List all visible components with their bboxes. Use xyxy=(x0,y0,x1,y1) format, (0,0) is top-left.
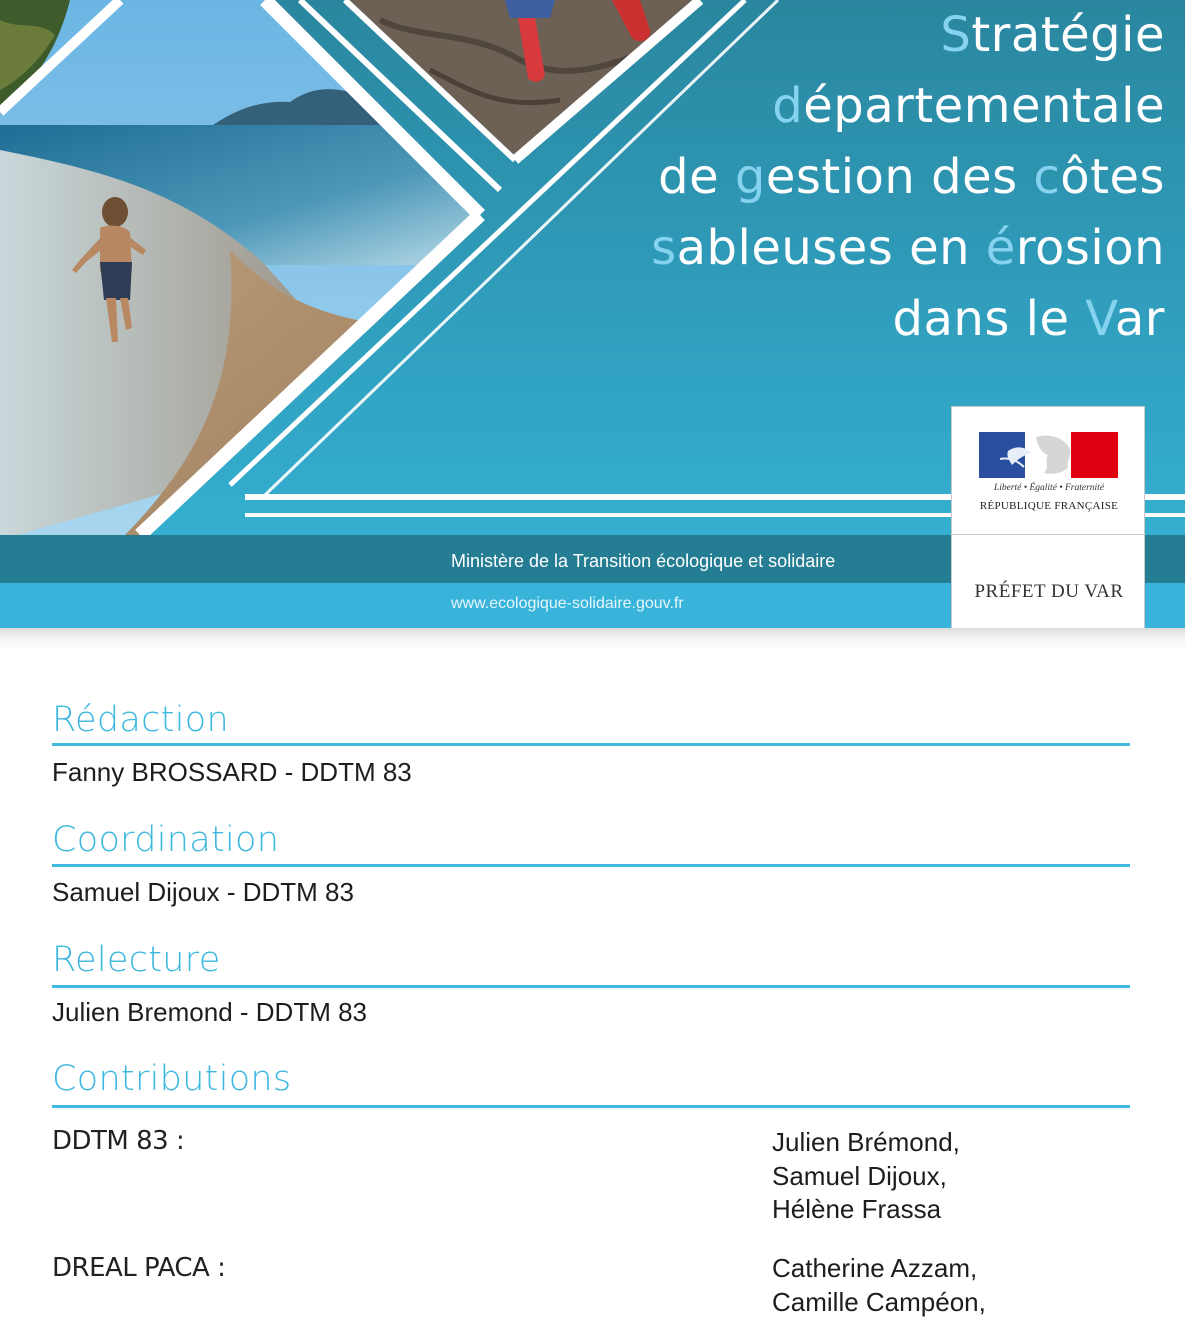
contributor-name: Julien Brémond, xyxy=(772,1127,960,1157)
ministry-website-link[interactable]: www.ecologique-solidaire.gouv.fr xyxy=(451,595,684,612)
prefet-block xyxy=(951,535,1145,628)
contributor-name: Camille Campéon, xyxy=(772,1286,986,1317)
relecture-title: Relecture xyxy=(52,940,221,980)
marianne-motto: Liberté • Égalité • Fraternité xyxy=(993,483,1105,493)
title-line-5: dans le Var xyxy=(892,291,1165,347)
cover-title xyxy=(651,0,1165,355)
title-line-3: de gestion des côtes xyxy=(658,149,1165,205)
redaction-rule xyxy=(52,743,1130,746)
relecture-rule xyxy=(52,985,1130,988)
coordination-title: Coordination xyxy=(52,820,280,860)
relecture-text: Julien Bremond - DDTM 83 xyxy=(52,997,367,1027)
title-line-2: départementale xyxy=(772,78,1165,134)
coordination-text: Samuel Dijoux - DDTM 83 xyxy=(52,877,354,907)
cover-banner xyxy=(0,0,1185,628)
contributions-title: Contributions xyxy=(52,1059,292,1099)
contribution-names xyxy=(772,1126,960,1227)
contributions-rule xyxy=(52,1105,1130,1108)
ministry-name: Ministère de la Transition écologique et solidaire xyxy=(451,551,836,571)
redaction-title: Rédaction xyxy=(52,700,229,740)
contributor-name: Samuel Dijoux, xyxy=(772,1160,947,1191)
contributor-name: Catherine Azzam, xyxy=(772,1253,978,1283)
contribution-org: DDTM 83 : xyxy=(52,1126,185,1156)
prefet-label: PRÉFET DU VAR xyxy=(974,581,1124,602)
title-line-4: sableuses en érosion xyxy=(651,220,1165,276)
marianne-logo xyxy=(951,406,1145,535)
cover-shadow xyxy=(0,628,1185,650)
republique-francaise: RÉPUBLIQUE FRANÇAISE xyxy=(979,500,1119,512)
title-line-1: Stratégie xyxy=(940,7,1165,63)
marianne-flag-icon xyxy=(952,407,1146,536)
contribution-names xyxy=(772,1252,986,1319)
contribution-org: DREAL PACA : xyxy=(52,1253,226,1283)
redaction-text: Fanny BROSSARD - DDTM 83 xyxy=(52,757,412,787)
contributor-name: Hélène Frassa xyxy=(772,1194,942,1224)
beach-photo xyxy=(0,0,480,540)
coordination-rule xyxy=(52,864,1130,867)
